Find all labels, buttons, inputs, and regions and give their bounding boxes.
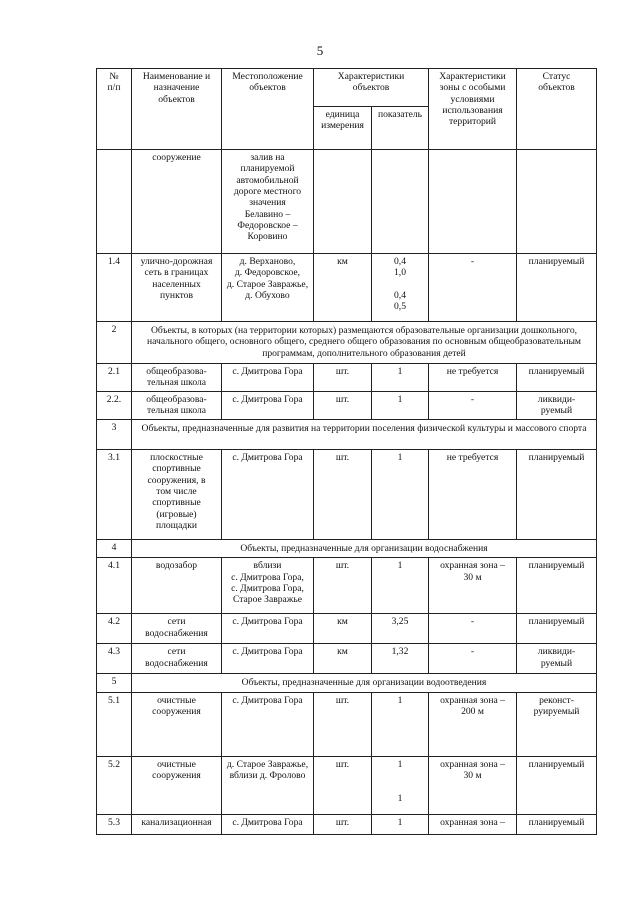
header-status: Статус объектов	[517, 69, 597, 150]
row-zone: -	[429, 254, 517, 322]
row-name: водозабор	[132, 558, 222, 614]
row-status	[517, 150, 597, 254]
row-status: планируемый	[517, 558, 597, 614]
row-num: 4.1	[97, 558, 132, 614]
row-status: планируемый	[517, 254, 597, 322]
row-status: планируемый	[517, 756, 597, 814]
row-location: д. Старое Завражье, вблизи д. Фролово	[222, 756, 314, 814]
section-num: 3	[97, 420, 132, 450]
row-location: с. Дмитрова Гора	[222, 814, 314, 834]
row-name: сети водоснабжения	[132, 614, 222, 644]
table-row	[97, 614, 597, 644]
table-row	[97, 150, 597, 254]
row-unit: шт.	[314, 692, 372, 756]
row-unit: шт.	[314, 392, 372, 420]
row-num: 4.2	[97, 614, 132, 644]
row-status: планируемый	[517, 450, 597, 540]
row-num: 3.1	[97, 450, 132, 540]
row-value: 1,32	[372, 644, 429, 674]
row-location: с. Дмитрова Гора	[222, 450, 314, 540]
section-num: 4	[97, 540, 132, 558]
row-location: с. Дмитрова Гора	[222, 364, 314, 392]
row-status: планируемый	[517, 614, 597, 644]
table-row	[97, 364, 597, 392]
header-unit: единица измерения	[314, 107, 372, 150]
row-unit: км	[314, 254, 372, 322]
table-row	[97, 814, 597, 834]
row-zone: -	[429, 614, 517, 644]
row-value: 1 1	[372, 756, 429, 814]
objects-table	[96, 68, 597, 835]
row-location: с. Дмитрова Гора	[222, 614, 314, 644]
row-zone: охранная зона – 30 м	[429, 756, 517, 814]
section-title: Объекты, предназначенные для развития на территории поселения физической культуры и массового спорта	[132, 420, 597, 450]
row-name: сооружение	[132, 150, 222, 254]
row-num: 1.4	[97, 254, 132, 322]
section-num: 2	[97, 322, 132, 364]
row-value: 0,4 1,0 0,4 0,5	[372, 254, 429, 322]
row-name: общеобразова- тельная школа	[132, 392, 222, 420]
section-row	[97, 674, 597, 692]
row-unit: км	[314, 614, 372, 644]
row-zone: охранная зона –	[429, 814, 517, 834]
row-unit	[314, 150, 372, 254]
table-row	[97, 692, 597, 756]
row-name: очистные сооружения	[132, 692, 222, 756]
row-name: плоскостные спортивные сооружения, в том числе спортивные (игровые) площадки	[132, 450, 222, 540]
row-status: реконст- руируемый	[517, 692, 597, 756]
row-unit: шт.	[314, 756, 372, 814]
table-row	[97, 392, 597, 420]
row-location: д. Верханово, д. Федоровское, д. Старое Завражье, д. Обухово	[222, 254, 314, 322]
table-row	[97, 450, 597, 540]
page-number: 5	[316, 43, 324, 58]
row-num: 5.2	[97, 756, 132, 814]
row-zone: охранная зона – 30 м	[429, 558, 517, 614]
table-row	[97, 756, 597, 814]
row-location: с. Дмитрова Гора	[222, 644, 314, 674]
row-location: вблизи с. Дмитрова Гора, с. Дмитрова Гора, Старое Завражье	[222, 558, 314, 614]
row-name: общеобразова- тельная школа	[132, 364, 222, 392]
section-row	[97, 322, 597, 364]
row-unit: км	[314, 644, 372, 674]
row-status: планируемый	[517, 814, 597, 834]
row-value	[372, 150, 429, 254]
section-title: Объекты, предназначенные для организации водоотведения	[132, 674, 597, 692]
header-num: № п/п	[97, 69, 132, 150]
table-row	[97, 558, 597, 614]
header-indicator: показатель	[372, 107, 429, 150]
row-value: 1	[372, 814, 429, 834]
row-value: 1	[372, 450, 429, 540]
row-zone: -	[429, 644, 517, 674]
section-row	[97, 540, 597, 558]
row-zone: не требуется	[429, 450, 517, 540]
row-num: 4.3	[97, 644, 132, 674]
row-status: ликвиди- руемый	[517, 644, 597, 674]
row-name: очистные сооружения	[132, 756, 222, 814]
row-name: канализационная	[132, 814, 222, 834]
row-value: 1	[372, 392, 429, 420]
row-num: 5.3	[97, 814, 132, 834]
row-num: 2.1	[97, 364, 132, 392]
section-num: 5	[97, 674, 132, 692]
table-row	[97, 644, 597, 674]
row-zone: -	[429, 392, 517, 420]
row-value: 1	[372, 364, 429, 392]
row-zone: охранная зона – 200 м	[429, 692, 517, 756]
header-zones: Характеристики зоны с особыми условиями использования территорий	[429, 69, 517, 150]
row-value: 1	[372, 558, 429, 614]
section-row	[97, 420, 597, 450]
section-title: Объекты, в которых (на территории которых) размещаются образовательные организации дошкольного, начального общего, основного общего, среднего общего образования по основным общеобразовательным программам, дополнительного образования детей	[132, 322, 597, 364]
row-unit: шт.	[314, 814, 372, 834]
row-zone: не требуется	[429, 364, 517, 392]
row-location: с. Дмитрова Гора	[222, 692, 314, 756]
row-num	[97, 150, 132, 254]
row-value: 3,25	[372, 614, 429, 644]
row-zone	[429, 150, 517, 254]
row-status: планируемый	[517, 364, 597, 392]
row-value: 1	[372, 692, 429, 756]
row-status: ликвиди- руемый	[517, 392, 597, 420]
header-location: Местоположение объектов	[222, 69, 314, 150]
row-unit: шт.	[314, 450, 372, 540]
row-name: улично-дорожная сеть в границах населенных пунктов	[132, 254, 222, 322]
header-name: Наименование и назначение объектов	[132, 69, 222, 150]
row-num: 5.1	[97, 692, 132, 756]
section-title: Объекты, предназначенные для организации водоснабжения	[132, 540, 597, 558]
row-unit: шт.	[314, 558, 372, 614]
table-row	[97, 254, 597, 322]
row-location: с. Дмитрова Гора	[222, 392, 314, 420]
row-name: сети водоснабжения	[132, 644, 222, 674]
row-num: 2.2.	[97, 392, 132, 420]
header-characteristics: Характеристики объектов	[314, 69, 429, 107]
row-unit: шт.	[314, 364, 372, 392]
row-location: залив на планируемой автомобильной дороге местного значения Белавино – Федоровское – Коровино	[222, 150, 314, 254]
